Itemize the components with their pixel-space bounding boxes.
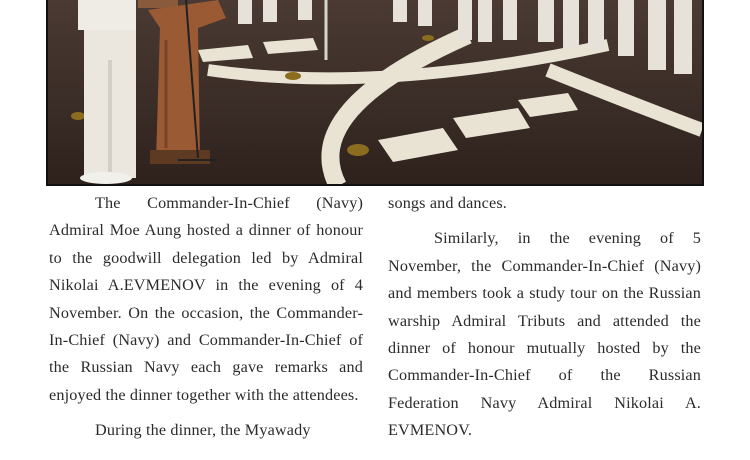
left-paragraph-1: The Commander-In-Chief (Navy) Admiral Moe Aung hosted a dinner of honour to the goodwill delegation led by Admiral Nikolai A.EVMENOV in the evening of 4 November. On the occasion, the Commander-In-Chief (Navy) and Commander-In-Chief of the Russian Navy each gave remarks and enjoyed the dinner together with the attendees. xyxy=(49,194,363,404)
left-paragraph-2: During the dinner, the Myawady xyxy=(95,421,311,440)
left-column xyxy=(49,190,363,445)
right-paragraph-1-tail: songs and dances. xyxy=(388,194,507,212)
right-column xyxy=(388,190,701,445)
right-paragraph-2: Similarly, in the evening of 5 November, the Commander-In-Chief (Navy) and members took a study tour on the Russian warship Admiral Tributs and attended the dinner of honour mutually hosted by the Commander-In-Chief of the Russian Federation Navy Admiral Nikolai A. EVMENOV. xyxy=(388,229,701,440)
ceremony-photo xyxy=(46,0,704,186)
